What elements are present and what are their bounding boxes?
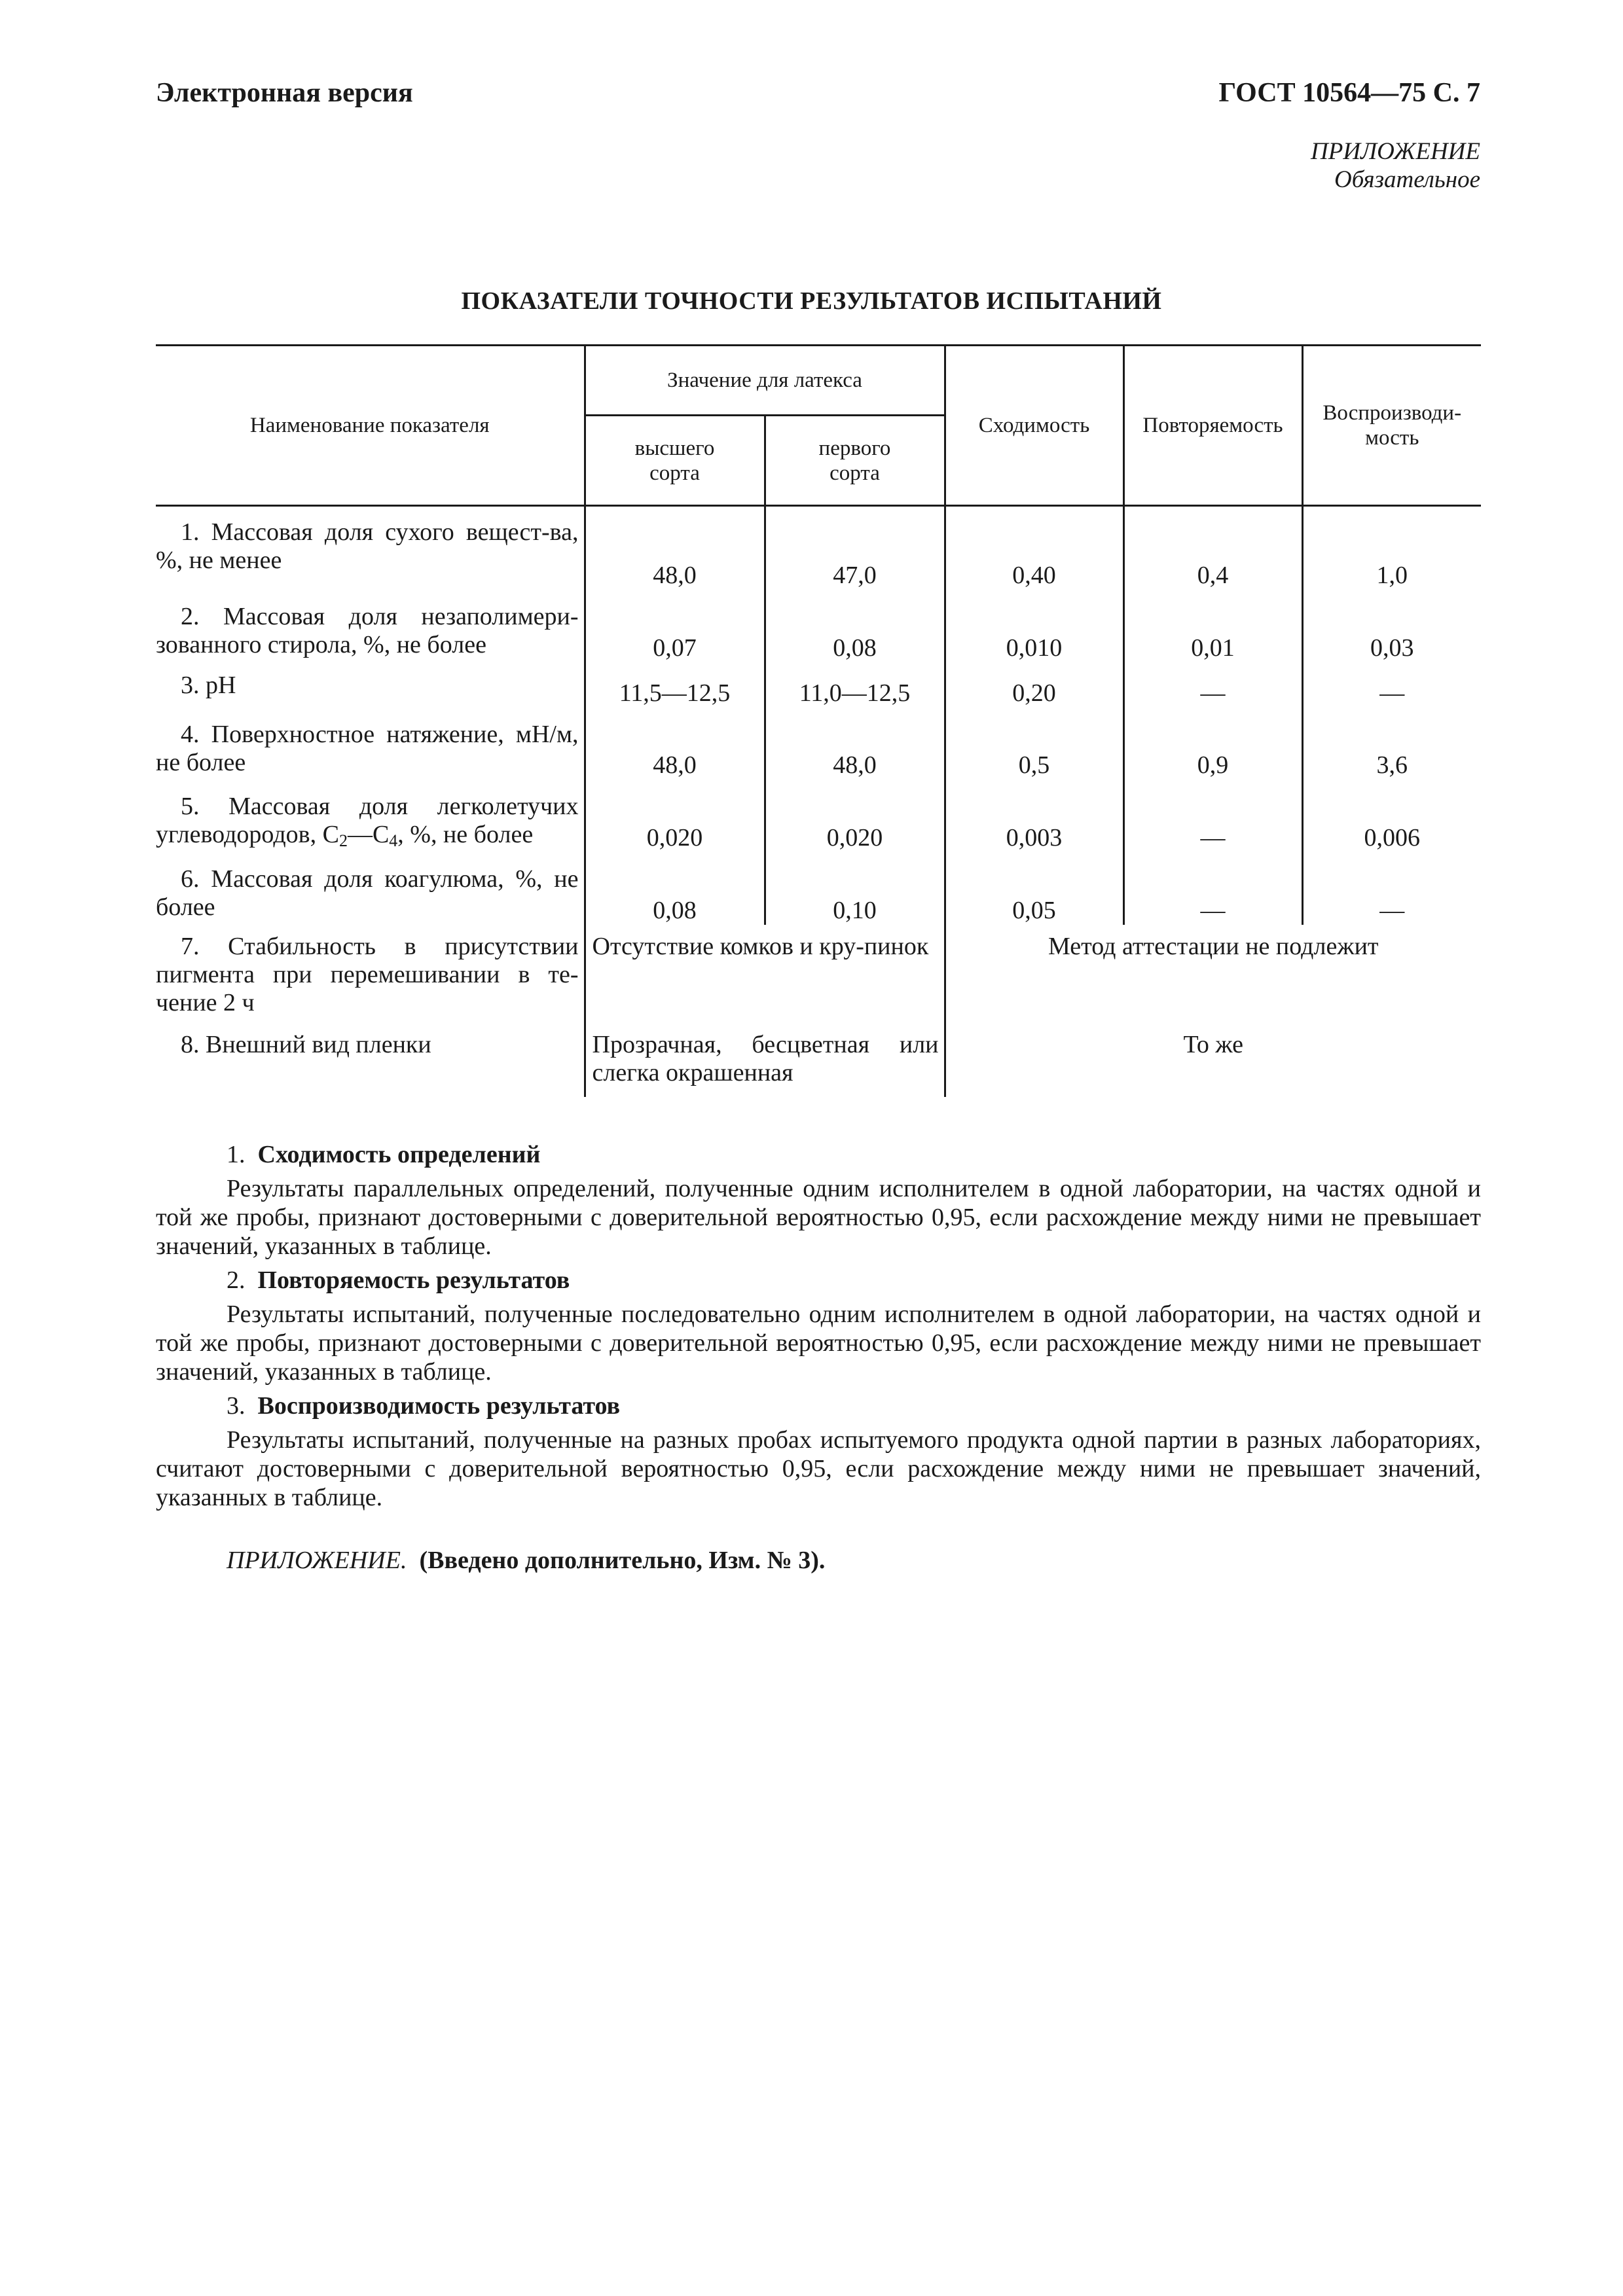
note-text: Результаты испытаний, полученные на разных пробах испытуемого продукта одной партии в разных лабораториях, считают достоверными с доверительной вероятностью 0,95, если расхождение между ними не превышает значений, указанных в таблице. — [156, 1426, 1481, 1511]
cell-rep: — — [1123, 780, 1302, 852]
cell-value: Прозрачная, бесцветная или слегка окрашенная — [585, 1023, 945, 1097]
header-name: Наименование показателя — [156, 346, 585, 506]
cell-note: Метод аттестации не подлежит — [945, 925, 1481, 1023]
cell-conv: 0,20 — [945, 662, 1123, 708]
cell-conv: 0,5 — [945, 708, 1123, 780]
cell-conv: 0,05 — [945, 852, 1123, 925]
cell-conv: 0,003 — [945, 780, 1123, 852]
header-left: Электронная версия — [156, 78, 413, 108]
subscript-4: 4 — [389, 831, 398, 850]
row-name — [156, 662, 585, 708]
cell-first: 11,0—12,5 — [765, 662, 945, 708]
header-grade-high-text: высшего сорта — [634, 436, 715, 485]
note-heading — [156, 1140, 1481, 1169]
cell-conv: 0,010 — [945, 590, 1123, 662]
subscript-2: 2 — [338, 831, 348, 850]
cell-first: 0,08 — [765, 590, 945, 662]
header-grade-first-text: первого сорта — [818, 436, 891, 485]
appendix-block — [1311, 137, 1480, 194]
row-name-text: 3. pH — [181, 671, 236, 699]
cell-conv: 0,40 — [945, 506, 1123, 590]
table-row — [156, 1023, 1481, 1097]
table-row — [156, 662, 1481, 708]
header-reproducibility — [1302, 346, 1481, 506]
note-heading-text: Повторяемость результатов — [257, 1266, 570, 1294]
cell-repro: — — [1302, 852, 1481, 925]
cell-first: 47,0 — [765, 506, 945, 590]
footer-note-text: (Введено дополнительно, Изм. № 3). — [419, 1547, 826, 1574]
table-row — [156, 925, 1481, 1023]
note-text: Результаты параллельных определений, полученные одним исполнителем в одной лаборатории, на частях одной и той же пробы, признают достоверными с доверительной вероятностью 0,95, если расхождение между ними не превышает значений, указанных в таблице. — [156, 1175, 1481, 1260]
cell-repro: 3,6 — [1302, 708, 1481, 780]
cell-repro: 0,03 — [1302, 590, 1481, 662]
row-name — [156, 590, 585, 662]
cell-value: Отсутствие комков и кру-пинок — [585, 925, 945, 1023]
page-title: ПОКАЗАТЕЛИ ТОЧНОСТИ РЕЗУЛЬТАТОВ ИСПЫТАНИЙ — [461, 287, 1162, 315]
footer-note-label: ПРИЛОЖЕНИЕ. — [227, 1547, 407, 1574]
cell-high: 48,0 — [585, 708, 765, 780]
header-reproducibility-text: Воспроизводи-мость — [1322, 401, 1462, 450]
cell-rep: 0,01 — [1123, 590, 1302, 662]
header-right: ГОСТ 10564—75 С. 7 — [1218, 78, 1480, 108]
note-heading — [156, 1391, 1481, 1420]
row-name — [156, 506, 585, 590]
table-row — [156, 590, 1481, 662]
cell-high: 0,07 — [585, 590, 765, 662]
header-grade-high — [585, 416, 765, 506]
note-heading-text: Воспроизводимость результатов — [257, 1392, 621, 1420]
appendix-label: ПРИЛОЖЕНИЕ — [1311, 138, 1480, 165]
row-name-text: 7. Стабильность в присутствии пигмента при перемешивании в те-чение 2 ч — [156, 932, 579, 1016]
cell-repro: — — [1302, 662, 1481, 708]
header-repeatability: Повторяемость — [1123, 346, 1302, 506]
row-name — [156, 780, 585, 852]
cell-high: 11,5—12,5 — [585, 662, 765, 708]
appendix-status: Обязательное — [1334, 166, 1480, 193]
cell-note: То же — [945, 1023, 1481, 1097]
row-name — [156, 925, 585, 1023]
note-text: Результаты испытаний, полученные последовательно одним исполнителем в одной лаборатории, на частях одной и той же пробы, признают достоверными с доверительной вероятностью 0,95, если расхождение между ними не превышает значений, указанных в таблице. — [156, 1300, 1481, 1386]
table-row — [156, 506, 1481, 590]
row-name-text: 2. Массовая доля незаполимери-зованного стирола, %, не более — [156, 602, 579, 658]
cell-first: 0,020 — [765, 780, 945, 852]
note-heading — [156, 1266, 1481, 1295]
cell-repro: 1,0 — [1302, 506, 1481, 590]
row-name-text: 1. Массовая доля сухого вещест-ва, %, не менее — [156, 518, 579, 574]
accuracy-table — [156, 344, 1481, 1097]
cell-rep: 0,9 — [1123, 708, 1302, 780]
note-number: 2. — [227, 1266, 246, 1294]
cell-rep: — — [1123, 662, 1302, 708]
cell-rep: — — [1123, 852, 1302, 925]
note-heading-text: Сходимость определений — [257, 1141, 541, 1168]
row-name-text: 4. Поверхностное натяжение, мН/м, не более — [156, 720, 579, 776]
notes-section — [156, 1140, 1481, 1575]
cell-repro: 0,006 — [1302, 780, 1481, 852]
note-number: 3. — [227, 1392, 246, 1420]
header-latex-value: Значение для латекса — [585, 346, 945, 416]
row-name — [156, 852, 585, 925]
row-name — [156, 1023, 585, 1097]
header-convergence: Сходимость — [945, 346, 1123, 506]
row-name-tail: , %, не более — [397, 820, 534, 848]
cell-high: 0,08 — [585, 852, 765, 925]
row-name-text: 5. Массовая доля легколетучих углеводородов, C — [156, 792, 579, 848]
cell-high: 48,0 — [585, 506, 765, 590]
header-grade-first — [765, 416, 945, 506]
table-row — [156, 852, 1481, 925]
cell-high: 0,020 — [585, 780, 765, 852]
cell-first: 48,0 — [765, 708, 945, 780]
note-number: 1. — [227, 1141, 246, 1168]
cell-rep: 0,4 — [1123, 506, 1302, 590]
row-name-text: 8. Внешний вид пленки — [181, 1030, 431, 1058]
row-name — [156, 708, 585, 780]
table-row — [156, 708, 1481, 780]
row-name-dash: —C — [347, 820, 390, 848]
table-row — [156, 780, 1481, 852]
footer-note — [156, 1546, 1481, 1575]
row-name-text: 6. Массовая доля коагулюма, %, не более — [156, 865, 579, 921]
cell-first: 0,10 — [765, 852, 945, 925]
